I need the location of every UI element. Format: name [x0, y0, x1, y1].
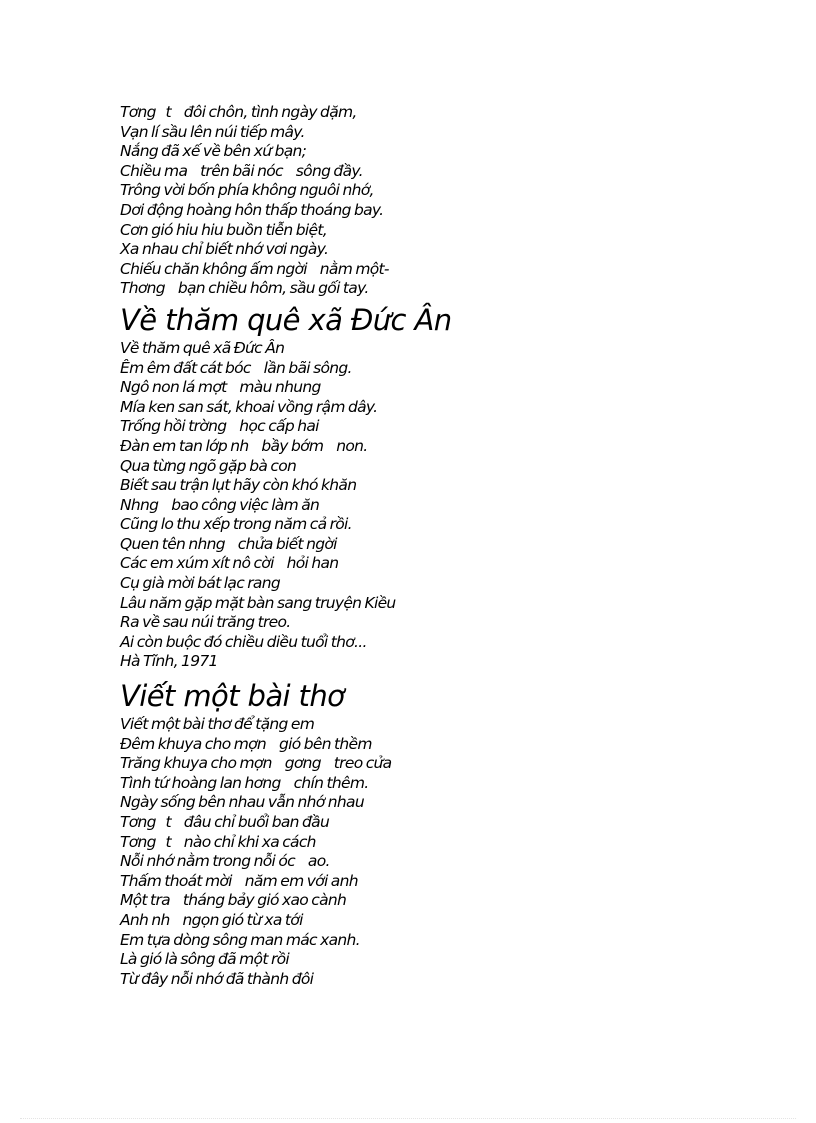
poem-line: Mía ken san sát, khoai vồng rậm dây. — [120, 397, 378, 416]
poem-line: Dơi động hoàng hôn thấp thoáng bay. — [120, 200, 384, 219]
poem-line: Đêm khuya cho mợn gió bên thềm — [120, 734, 372, 753]
poem-line: Tơng t đôi chôn, tình ngày dặm, — [120, 103, 357, 121]
poem-line: Tơng t đâu chỉ buổi ban đầu — [120, 813, 330, 831]
poem-line: Qua từng ngõ gặp bà con — [120, 456, 297, 475]
poem-line: Từ đây nỗi nhớ đã thành đôi — [120, 969, 314, 988]
poem-line: Ngô non lá mợt màu nhung — [120, 378, 321, 397]
poem-section-viet-mot-bai-tho — [120, 677, 720, 989]
poem-page — [120, 103, 720, 989]
poem-line: Là gió là sông đã một rồi — [120, 950, 290, 969]
poem-line: Trống hồi trờng học cấp hai — [120, 417, 319, 436]
poem-line: Vạn lí sầu lên núi tiếp mây. — [120, 122, 305, 141]
poem-title: Viết một bài thơ — [120, 679, 345, 714]
poem-title: Về thăm quê xã Đức Ân — [120, 302, 452, 337]
poem-line: Nhng bao công việc làm ăn — [120, 495, 320, 514]
poem-line: Thơng bạn chiều hôm, sầu gối tay. — [120, 279, 369, 298]
poem-line: Ra về sau núi trăng treo. — [120, 613, 291, 632]
poem-line: Tơng t nào chỉ khi xa cách — [120, 832, 316, 851]
poem-line: Chiếu chăn không ấm ngời nằm một- — [120, 259, 389, 278]
poem-section-ve-tham-que — [120, 301, 720, 672]
poem-line: Các em xúm xít nô cời hỏi han — [120, 554, 339, 573]
poem-section-tuong-tu — [120, 103, 720, 299]
poem-line: Cơn gió hiu hiu buồn tiễn biệt, — [120, 220, 327, 239]
poem-line: Thấm thoát mời năm em với anh — [120, 871, 358, 890]
poem-line: Lâu năm gặp mặt bàn sang truyện Kiều — [120, 593, 396, 612]
poem-line: Quen tên nhng chửa biết ngời — [120, 534, 337, 553]
poem-line: Nắng đã xế về bên xứ bạn; — [120, 142, 307, 161]
poem-line: Xa nhau chỉ biết nhớ vơi ngày. — [120, 240, 329, 259]
poem-line: Đàn em tan lớp nh bầy bớm non. — [120, 436, 368, 455]
poem-line: Tình tứ hoàng lan hơng chín thêm. — [120, 773, 369, 792]
poem-line: Trông vời bốn phía không nguôi nhớ, — [120, 181, 374, 200]
poem-line: Trăng khuya cho mợn gơng treo cửa — [120, 754, 392, 773]
poem-line: Cũng lo thu xếp trong năm cả rồi. — [120, 515, 352, 534]
poem-place-date: Hà Tĩnh, 1971 — [120, 652, 218, 671]
poem-line: Một tra tháng bảy gió xao cành — [120, 891, 347, 910]
poem-line: Viết một bài thơ để tặng em — [120, 715, 315, 734]
poem-line: Nỗi nhớ nằm trong nỗi óc ao. — [120, 852, 330, 871]
poem-line: Ngày sống bên nhau vẫn nhớ nhau — [120, 793, 364, 812]
poem-line: Cụ già mời bát lạc rang — [120, 574, 280, 593]
poem-line: Ai còn buộc đó chiều diều tuổi thơ... — [120, 632, 367, 651]
poem-line: Anh nh ngọn gió từ xa tới — [120, 910, 303, 929]
poem-line: Về thăm quê xã Đức Ân — [120, 338, 285, 357]
poem-line: Êm êm đất cát bóc lần bãi sông. — [120, 358, 352, 377]
page-bottom-divider — [20, 1118, 796, 1119]
poem-line: Em tựa dòng sông man mác xanh. — [120, 930, 360, 949]
poem-line: Biết sau trận lụt hãy còn khó khăn — [120, 476, 357, 495]
poem-line: Chiều ma trên bãi nóc sông đầy. — [120, 161, 363, 180]
